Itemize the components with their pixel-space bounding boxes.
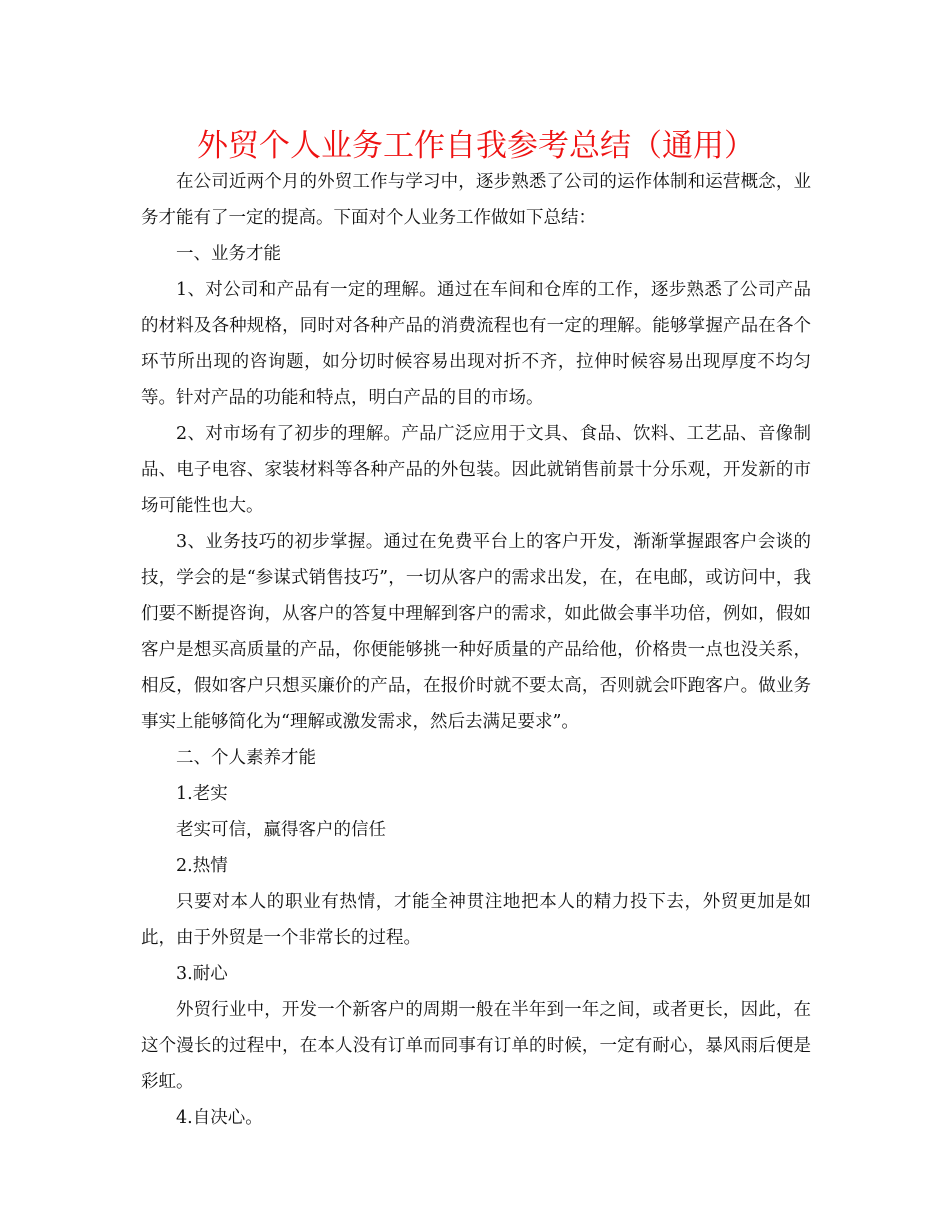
- subheading-honesty: 1.老实: [176, 784, 228, 804]
- paragraph-patience: 外贸行业中，开发一个新客户的周期一般在半年到一年之间，或者更长，因此，在这个漫长的过程中，在本人没有订单而同事有订单的时候，一定有耐心，暴风雨后便是彩虹。: [141, 1000, 811, 1092]
- document-title: 外贸个人业务工作自我参考总结（通用）: [197, 128, 755, 164]
- paragraph-enthusiasm: 只要对本人的职业有热情，才能全神贯注地把本人的精力投下去，外贸更加是如此，由于外贸是一个非常长的过程。: [141, 892, 811, 948]
- section-heading-business-ability: 一、业务才能: [176, 244, 281, 264]
- section-heading-personal-quality: 二、个人素养才能: [176, 748, 316, 768]
- paragraph-business-skills: 3、业务技巧的初步掌握。通过在免费平台上的客户开发，渐渐掌握跟客户会谈的技，学会的是“参谋式销售技巧”，一切从客户的需求出发，在，在电邮，或访问中，我们要不断提咨询，从客户的答复中理解到客户的需求，如此做会事半功倍，例如，假如客户是想买高质量的产品，你便能够挑一种好质量的产品给他，价格贵一点也没关系，相反，假如客户只想买廉价的产品，在报价时就不要太高，否则就会吓跑客户。做业务事实上能够简化为“理解或激发需求，然后去满足要求”。: [141, 532, 811, 732]
- subheading-determination: 4.自决心。: [176, 1108, 263, 1128]
- subheading-patience: 3.耐心: [176, 964, 228, 984]
- paragraph-market-understanding: 2、对市场有了初步的理解。产品广泛应用于文具、食品、饮料、工艺品、音像制品、电子电容、家装材料等各种产品的外包装。因此就销售前景十分乐观，开发新的市场可能性也大。: [141, 424, 811, 516]
- subheading-enthusiasm: 2.热情: [176, 856, 228, 876]
- document-body: [141, 164, 811, 1136]
- paragraph-honesty: 老实可信，赢得客户的信任: [176, 820, 386, 840]
- paragraph-company-product-understanding: 1、对公司和产品有一定的理解。通过在车间和仓库的工作，逐步熟悉了公司产品的材料及各种规格，同时对各种产品的消费流程也有一定的理解。能够掌握产品在各个环节所出现的咨询题，如分切时候容易出现对折不齐，拉伸时候容易出现厚度不均匀等。针对产品的功能和特点，明白产品的目的市场。: [141, 280, 811, 408]
- paragraph-intro: 在公司近两个月的外贸工作与学习中，逐步熟悉了公司的运作体制和运营概念，业务才能有了一定的提高。下面对个人业务工作做如下总结：: [141, 172, 811, 228]
